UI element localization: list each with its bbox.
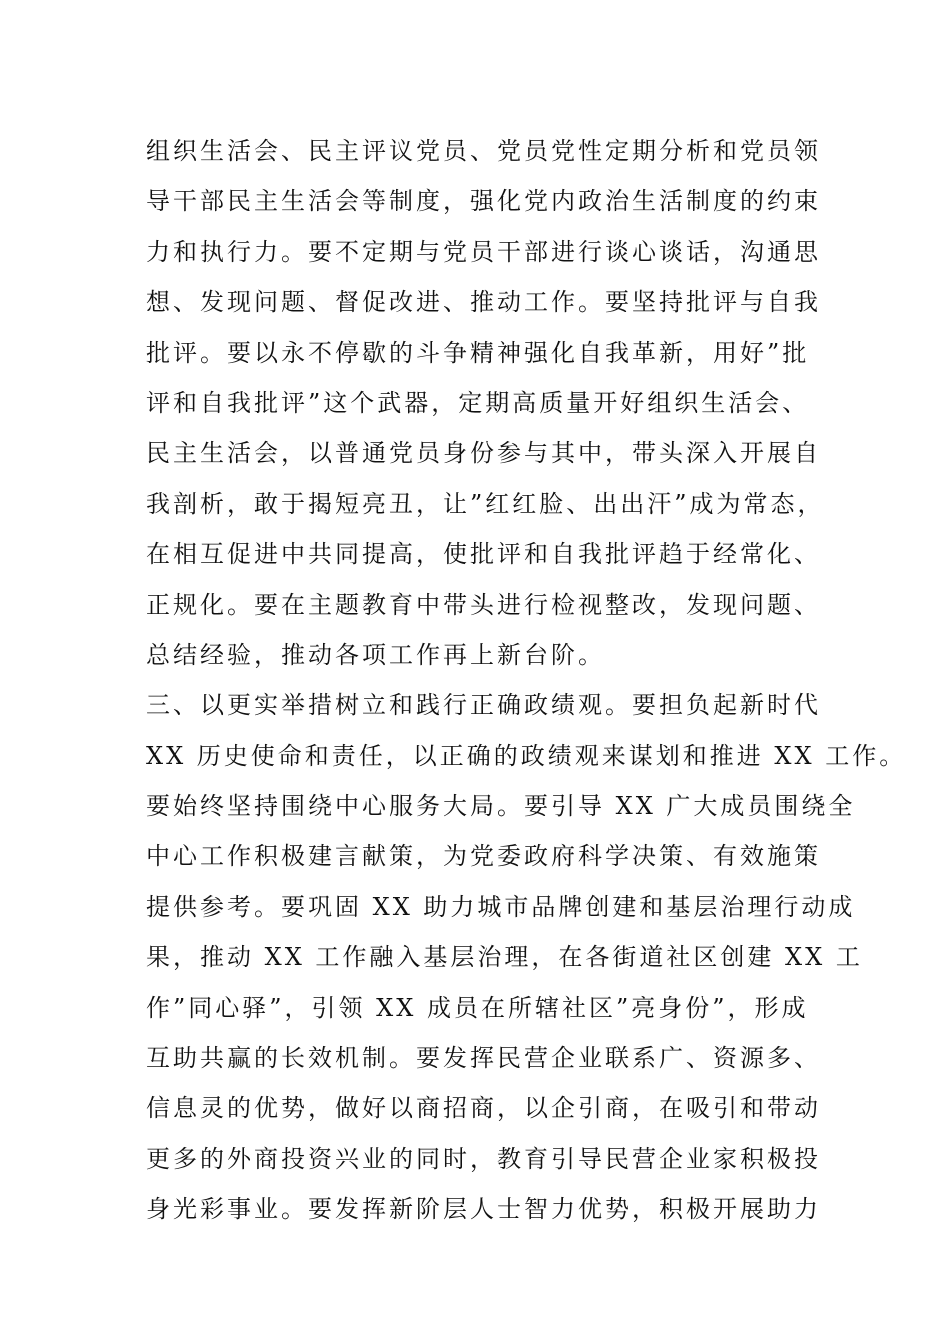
- text-line: 果，推动 XX 工作融入基层治理，在各街道社区创建 XX 工: [146, 943, 863, 972]
- text-line: 总结经验，推动各项工作再上新台阶。: [146, 640, 605, 669]
- text-line: 更多的外商投资兴业的同时，教育引导民营企业家积极投: [146, 1144, 821, 1173]
- text-line: 互助共赢的长效机制。要发挥民营企业联系广、资源多、: [146, 1044, 821, 1073]
- text-line: 身光彩事业。要发挥新阶层人士智力优势，积极开展助力: [146, 1195, 821, 1224]
- text-line: 组织生活会、民主评议党员、党员党性定期分析和党员领: [146, 137, 821, 165]
- text-line: 信息灵的优势，做好以商招商，以企引商，在吸引和带动: [146, 1094, 821, 1123]
- text-line: XX 历史使命和责任，以正确的政绩观来谋划和推进 XX 工作。: [146, 741, 907, 770]
- text-line: 想、发现问题、督促改进、推动工作。要坚持批评与自我: [146, 288, 821, 317]
- text-line: 正规化。要在主题教育中带头进行检视整改，发现问题、: [146, 590, 821, 619]
- text-line: 我剖析，敢于揭短亮丑，让”红红脸、出出汗”成为常态，: [146, 489, 825, 518]
- text-line: 在相互促进中共同提高，使批评和自我批评趋于经常化、: [146, 540, 821, 569]
- text-line: 批评。要以永不停歇的斗争精神强化自我革新，用好”批: [146, 338, 810, 367]
- text-line: 要始终坚持围绕中心服务大局。要引导 XX 广大成员围绕全: [146, 792, 856, 821]
- text-line: 民主生活会，以普通党员身份参与其中，带头深入开展自: [146, 439, 821, 468]
- text-line: 力和执行力。要不定期与党员干部进行谈心谈话，沟通思: [146, 237, 821, 266]
- text-line: 评和自我批评”这个武器，定期高质量开好组织生活会、: [146, 388, 810, 417]
- section-heading-line: 三、以更实举措树立和践行正确政绩观。要担负起新时代: [146, 691, 821, 720]
- text-line: 作”同心驿”，引领 XX 成员在所辖社区”亮身份”，形成: [146, 993, 809, 1022]
- body-text: [146, 131, 907, 1240]
- text-line: 提供参考。要巩固 XX 助力城市品牌创建和基层治理行动成: [146, 892, 856, 921]
- text-line: 中心工作积极建言献策，为党委政府科学决策、有效施策: [146, 842, 821, 871]
- text-line: 导干部民主生活会等制度，强化党内政治生活制度的约束: [146, 187, 821, 216]
